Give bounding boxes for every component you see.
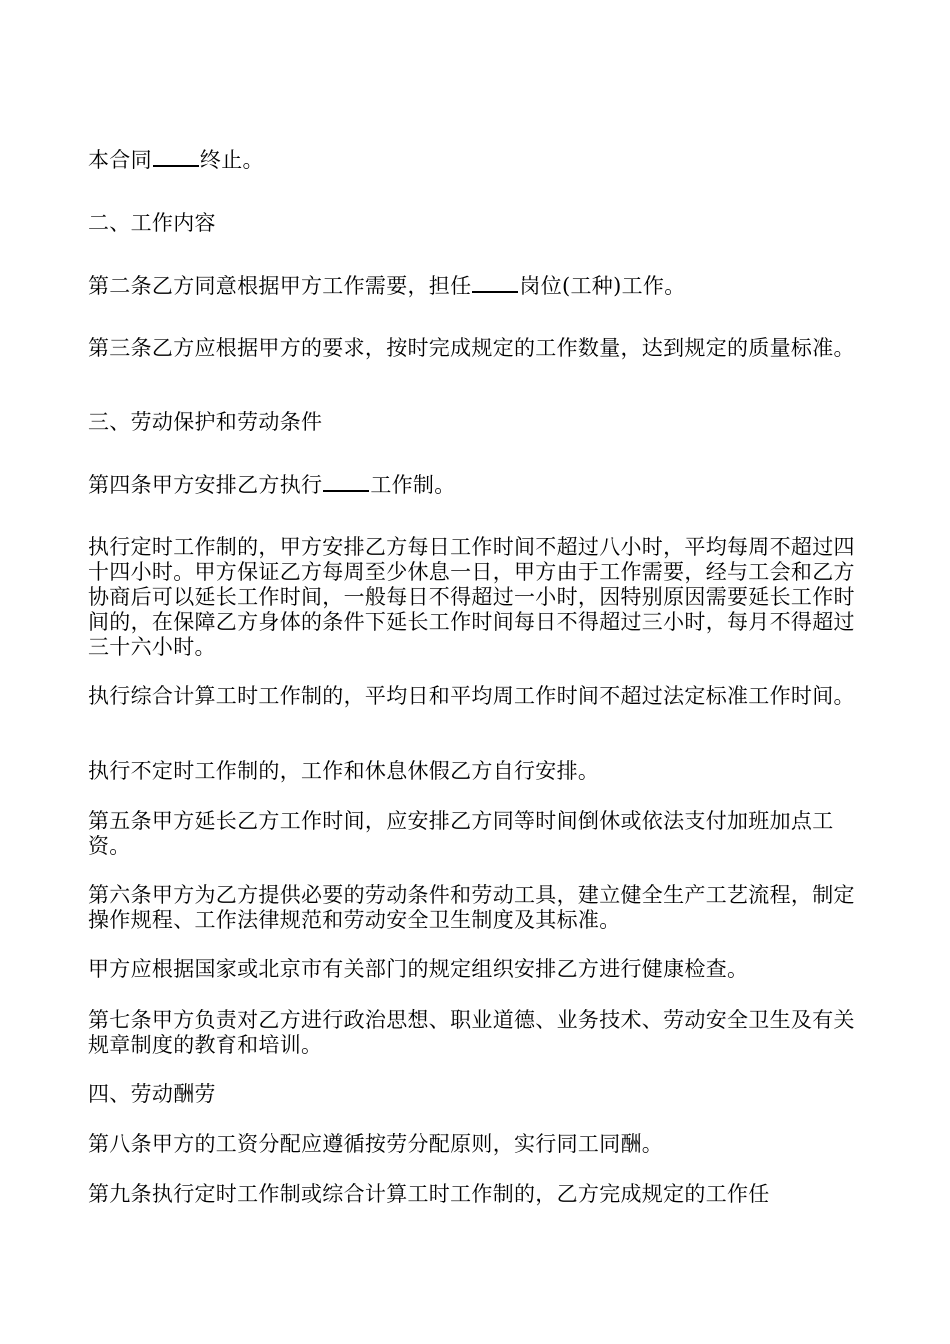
- section-heading-remuneration: 四、劳动酬劳: [88, 1082, 216, 1106]
- paragraph-flexible-hours: 执行不定时工作制的，工作和休息休假乙方自行安排。: [88, 759, 600, 783]
- paragraph-article-2: [88, 273, 868, 299]
- paragraph-contract-termination: [88, 147, 868, 173]
- text-segment: 本合同: [88, 148, 152, 172]
- paragraph-article-7: 第七条甲方负责对乙方进行政治思想、职业道德、业务技术、劳动安全卫生及有关规章制度的教育和培训。: [88, 1008, 855, 1057]
- paragraph-health-check: 甲方应根据国家或北京市有关部门的规定组织安排乙方进行健康检查。: [88, 957, 749, 981]
- paragraph-article-6: 第六条甲方为乙方提供必要的劳动条件和劳动工具，建立健全生产工艺流程，制定操作规程、工作法律规范和劳动安全卫生制度及其标准。: [88, 883, 855, 932]
- paragraph-article-9: 第九条执行定时工作制或综合计算工时工作制的，乙方完成规定的工作任: [88, 1182, 770, 1206]
- text-segment: 工作制。: [370, 473, 456, 497]
- blank-line: [153, 147, 199, 167]
- blank-line: [472, 273, 518, 293]
- section-heading-work-content: 二、工作内容: [88, 211, 216, 235]
- blank-line: [323, 472, 369, 492]
- paragraph-fixed-hours: 执行定时工作制的，甲方安排乙方每日工作时间不超过八小时，平均每周不超过四十四小时。甲方保证乙方每周至少休息一日，甲方由于工作需要，经与工会和乙方协商后可以延长工作时间，一般每日不得超过一小时，因特别原因需要延长工作时间的，在保障乙方身体的条件下延长工作时间每日不得超过三小时，每月不得超过三十六小时。: [88, 535, 855, 659]
- text-segment: 第二条乙方同意根据甲方工作需要，担任: [88, 274, 472, 298]
- paragraph-comprehensive-hours: 执行综合计算工时工作制的，平均日和平均周工作时间不超过法定标准工作时间。: [88, 684, 855, 708]
- section-heading-labor-protection: 三、劳动保护和劳动条件: [88, 410, 323, 434]
- paragraph-article-8: 第八条甲方的工资分配应遵循按劳分配原则，实行同工同酬。: [88, 1132, 664, 1156]
- paragraph-article-4: [88, 472, 868, 498]
- text-segment: 终止。: [199, 148, 264, 172]
- paragraph-article-5: 第五条甲方延长乙方工作时间，应安排乙方同等时间倒休或依法支付加班加点工资。: [88, 809, 834, 858]
- paragraph-article-3: 第三条乙方应根据甲方的要求，按时完成规定的工作数量，达到规定的质量标准。: [88, 336, 855, 360]
- text-segment: 岗位(工种)工作。: [519, 274, 686, 298]
- text-segment: 第四条甲方安排乙方执行: [88, 473, 323, 497]
